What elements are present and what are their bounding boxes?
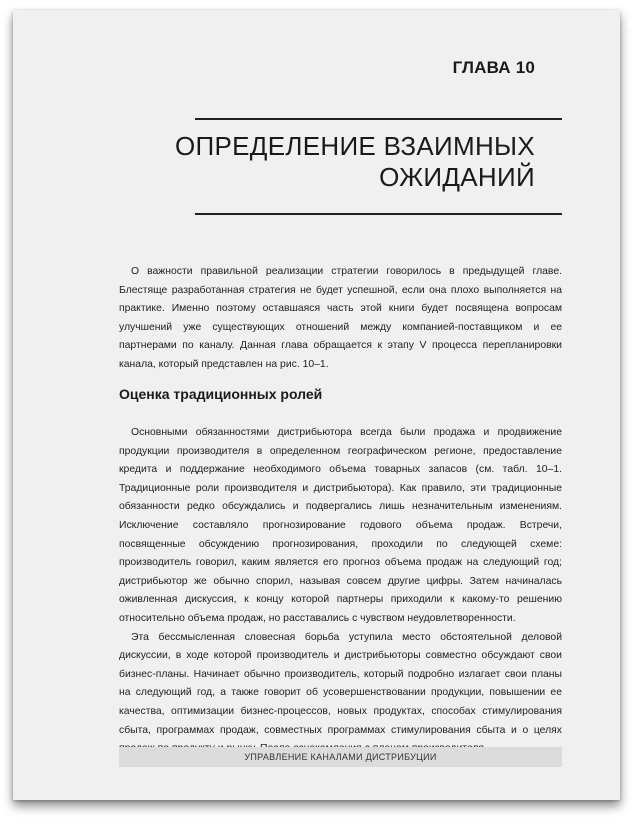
section-text <box>119 424 562 759</box>
chapter-title-line-1: ОПРЕДЕЛЕНИЕ ВЗАИМНЫХ <box>175 131 535 161</box>
section-paragraph-1: Основными обязанностями дистрибьютора всегда были продажа и продвижение продукции производителя в определенном географическом регионе, предоставление кредита и поддержание необходимого объема товарных запасов (см. табл. 10–1. Традиционные роли производителя и дистрибьютора). Как правило, эти традиционные обязанности редко обсуждались и подвергались лишь незначительным изменениям. Исключение составляло прогнозирование годового объема продаж. Встречи, посвященные обсуждению прогнозирования, проходили по следующей схеме: производитель говорил, каким является его прогноз объема продаж на следующий год; дистрибьютор же обычно спорил, называя совсем другие цифры. Затем начиналась оживленная дискуссия, к концу которой партнеры приходили к какому-то решению относительно объема продаж, но расставались с чувством неудовлетворенности. <box>119 427 562 624</box>
section-paragraph-2: Эта бессмысленная словесная борьба уступила место обстоятельной деловой дискуссии, в ходе которой производитель и дистрибьюторы совместно обсуждают свои бизнес-планы. Начинает обычно производитель, который подробно излагает свои планы на следующий год, а также говорит об усовершенствовании продукции, повышении ее качества, оптимизации бизнес-процессов, новых продуктах, способах стимулирования сбыта, программах продаж, совместных программах стимулирования сбыта и о целях <box>119 631 562 736</box>
chapter-number: ГЛАВА 10 <box>452 58 535 77</box>
chapter-title <box>115 131 535 193</box>
intro-paragraph: О важности правильной реализации стратегии говорилось в предыдущей главе. Блестяще разработанная стратегия не будет успешной, если она плохо выполняется на практике. Именно поэтому оставшаяся часть этой книги будет посвящена вопросам улучшений уже существующих отношений между компанией-поставщиком и ее партнерами по каналу. Данная глава обращается к этапу V процесса перепланировки канала, который представлен на рис. 10–1. <box>119 266 562 370</box>
title-top-rule <box>195 118 562 120</box>
running-footer: УПРАВЛЕНИЕ КАНАЛАМИ ДИСТРИБУЦИИ <box>119 747 562 767</box>
chapter-title-line-2: ОЖИДАНИЙ <box>379 162 535 192</box>
book-page <box>13 10 620 800</box>
title-bottom-rule <box>195 213 562 215</box>
intro-text <box>119 263 562 375</box>
section-heading: Оценка традиционных ролей <box>119 386 323 402</box>
